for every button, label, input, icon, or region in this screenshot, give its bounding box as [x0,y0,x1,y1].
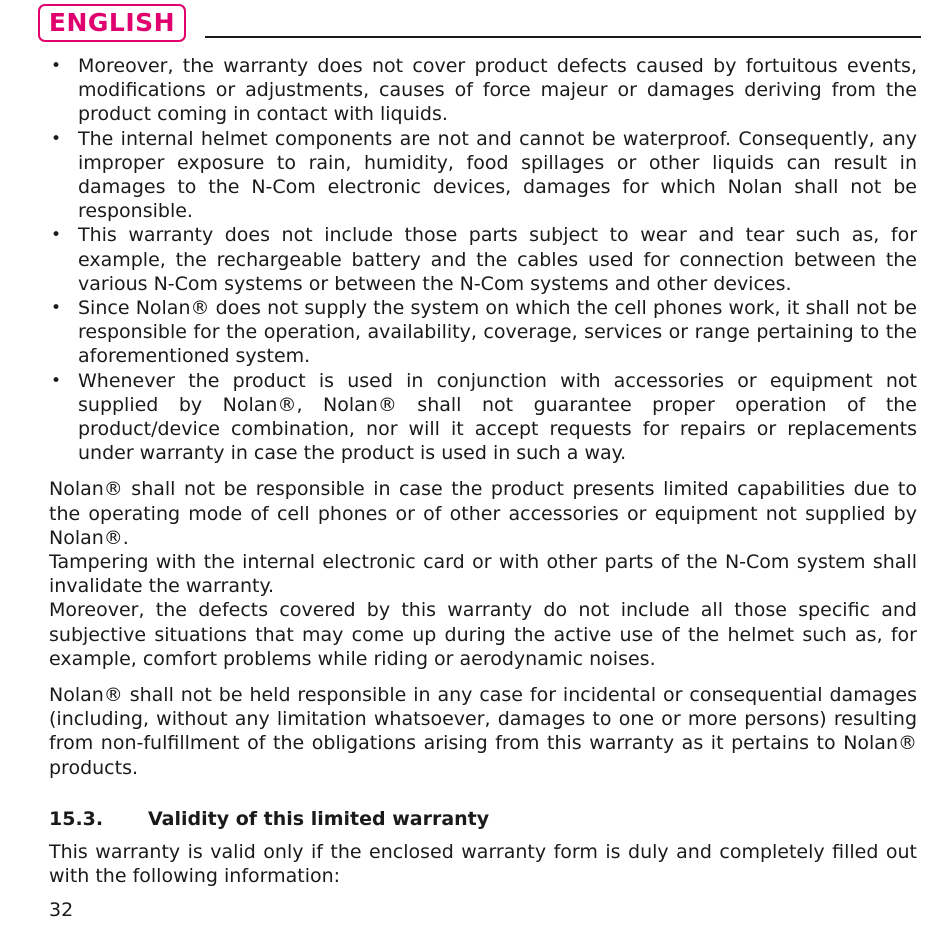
language-badge: ENGLISH [38,4,186,42]
paragraph-tampering: Tampering with the internal electronic card or with other parts of the N-Com system shall invalidate the warranty. [49,551,917,598]
list-item [49,369,917,466]
list-item-text: Since Nolan® does not supply the system on which the cell phones work, it shall not be responsible for the operation, availability, coverage, services or range pertaining to the aforementioned system. [78,297,917,368]
list-item-text: This warranty does not include those parts subject to wear and tear such as, for example, the rechargeable battery and the cables used for connection between the various N-Com systems or between the N-Com systems and other devices. [78,224,917,295]
paragraph-subjective-defects: Moreover, the defects covered by this warranty do not include all those specific and subjective situations that may come up during the active use of the helmet such as, for example, comfort problems while riding or aerodynamic noises. [49,599,917,670]
page-number: 32 [49,899,74,921]
list-item [49,54,917,127]
section-title: Validity of this limited warranty [148,807,490,830]
list-item [49,296,917,369]
exclusions-list [49,54,917,465]
list-item-text: Moreover, the warranty does not cover product defects caused by fortuitous events, modifications or adjustments, causes of force majeur or damages deriving from the product coming in contact with liquids. [78,55,917,126]
page-content [49,54,917,889]
list-item [49,223,917,296]
section-number: 15.3. [49,807,104,830]
bullet-icon: • [51,370,62,391]
paragraph-liability: Nolan® shall not be held responsible in any case for incidental or consequential damages (including, without any limitation whatsoever, damages to one or more persons) resulting from non-fulfillment of the obligations arising from this warranty as it pertains to Nolan® products. [49,684,917,779]
bullet-icon: • [51,225,62,246]
bullet-icon: • [51,298,62,319]
list-item [49,127,917,224]
page-header [0,0,950,50]
header-rule [205,36,921,38]
section-body: This warranty is valid only if the enclosed warranty form is duly and completely filled out with the following information: [49,841,917,888]
list-item-text: Whenever the product is used in conjunction with accessories or equipment not supplied by Nolan®, Nolan® shall not guarantee proper operation of the product/device combination, nor will it accept requests for repairs or replacements under warranty in case the product is used in such a way. [78,369,917,465]
list-item-text: The internal helmet components are not and cannot be waterproof. Consequently, any improper exposure to rain, humidity, food spillages or other liquids can result in damages to the N-Com electronic devices, damages for which Nolan shall not be responsible. [78,127,917,223]
bullet-icon: • [51,128,62,149]
bullet-icon: • [51,56,62,76]
section-heading [49,807,917,831]
paragraph-limited-capabilities: Nolan® shall not be responsible in case the product presents limited capabilities due to the operating mode of cell phones or of other accessories or equipment not supplied by Nolan®. [49,478,917,549]
paragraph-group [49,477,917,671]
